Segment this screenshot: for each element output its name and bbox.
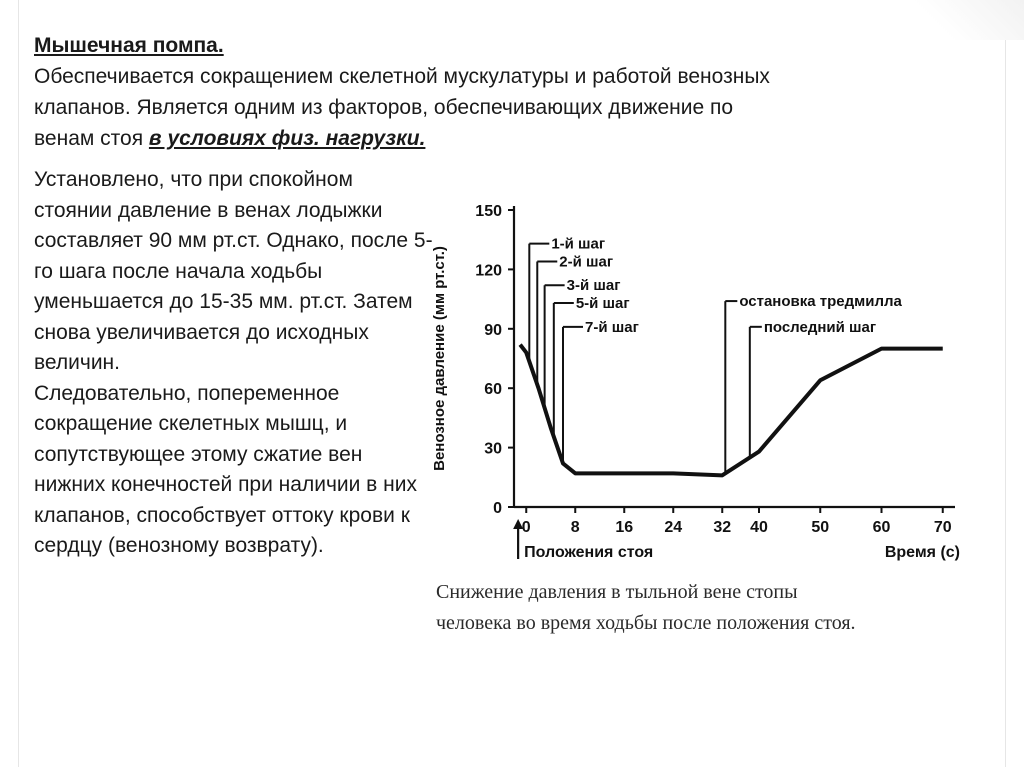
y-tick-label: 30 <box>484 440 502 458</box>
y-tick-label: 90 <box>484 321 502 339</box>
caption-line-1: Снижение давления в тыльной вене стопы <box>436 581 798 603</box>
y-axis-label: Венозное давление (мм рт.ст.) <box>431 246 448 471</box>
x-tick-label: 8 <box>570 519 580 536</box>
header-line-3: венам стоя в условиях физ. нагрузки. <box>34 127 426 150</box>
x-tick-label: 70 <box>933 519 952 536</box>
x-tick-label: 50 <box>811 519 830 536</box>
body-paragraph-1: Установлено, что при спокойном стоянии давление в венах лодыжки составляет 90 мм рт.ст. Однако, после 5-го шага после начала ходьбы уменьшается до 15-35 мм. рт.ст. Затем снова увеличивается до исходных величин. <box>34 168 433 374</box>
annotation-label: 5-й шаг <box>575 295 630 313</box>
y-tick-label: 120 <box>475 262 502 280</box>
pressure-series-line <box>520 345 943 476</box>
y-tick-label: 0 <box>493 500 502 517</box>
slide-border-right <box>1005 0 1006 767</box>
slide-title: Мышечная помпа. <box>34 34 224 57</box>
annotation-label: 7-й шаг <box>585 318 639 336</box>
x-start-label: Положения стоя <box>524 544 654 561</box>
x-tick-label: 16 <box>615 519 634 536</box>
annotation-label: последний шаг <box>763 318 877 336</box>
annotation-label: 2-й шаг <box>559 253 614 271</box>
x-tick-label: 0 <box>521 519 531 536</box>
header-line-2: клапанов. Является одним из факторов, обеспечивающих движение по <box>34 96 734 119</box>
header-line-1: Обеспечивается сокращением скелетной мускулатуры и работой венозных <box>34 65 770 88</box>
annotation-label: 1-й шаг <box>551 235 606 253</box>
physical-load-emphasis: в условиях физ. нагрузки. <box>148 127 426 150</box>
y-tick-label: 60 <box>484 381 502 399</box>
venous-pressure-chart <box>430 195 980 565</box>
x-tick-label: 40 <box>750 519 768 536</box>
x-axis-label: Время (с) <box>884 544 960 561</box>
figure-caption <box>436 577 996 639</box>
x-tick-label: 32 <box>713 519 732 536</box>
body-text <box>34 165 434 562</box>
caption-line-2: человека во время ходьбы после положения стоя. <box>436 612 856 634</box>
annotation-label: 3-й шаг <box>566 277 621 295</box>
annotation-label: остановка тредмилла <box>739 293 902 311</box>
x-tick-label: 24 <box>664 519 683 536</box>
body-paragraph-2: Следовательно, попеременное сокращение скелетных мышц, и сопутствующее этому сжатие вен нижних конечностей при наличии в них клапанов, способствует оттоку крови к сердцу (венозному возврату). <box>34 381 417 557</box>
x-tick-label: 60 <box>872 519 891 536</box>
slide-header <box>34 30 964 154</box>
y-tick-label: 150 <box>475 203 502 220</box>
slide-border-left <box>18 0 19 767</box>
chart-svg <box>430 195 980 565</box>
